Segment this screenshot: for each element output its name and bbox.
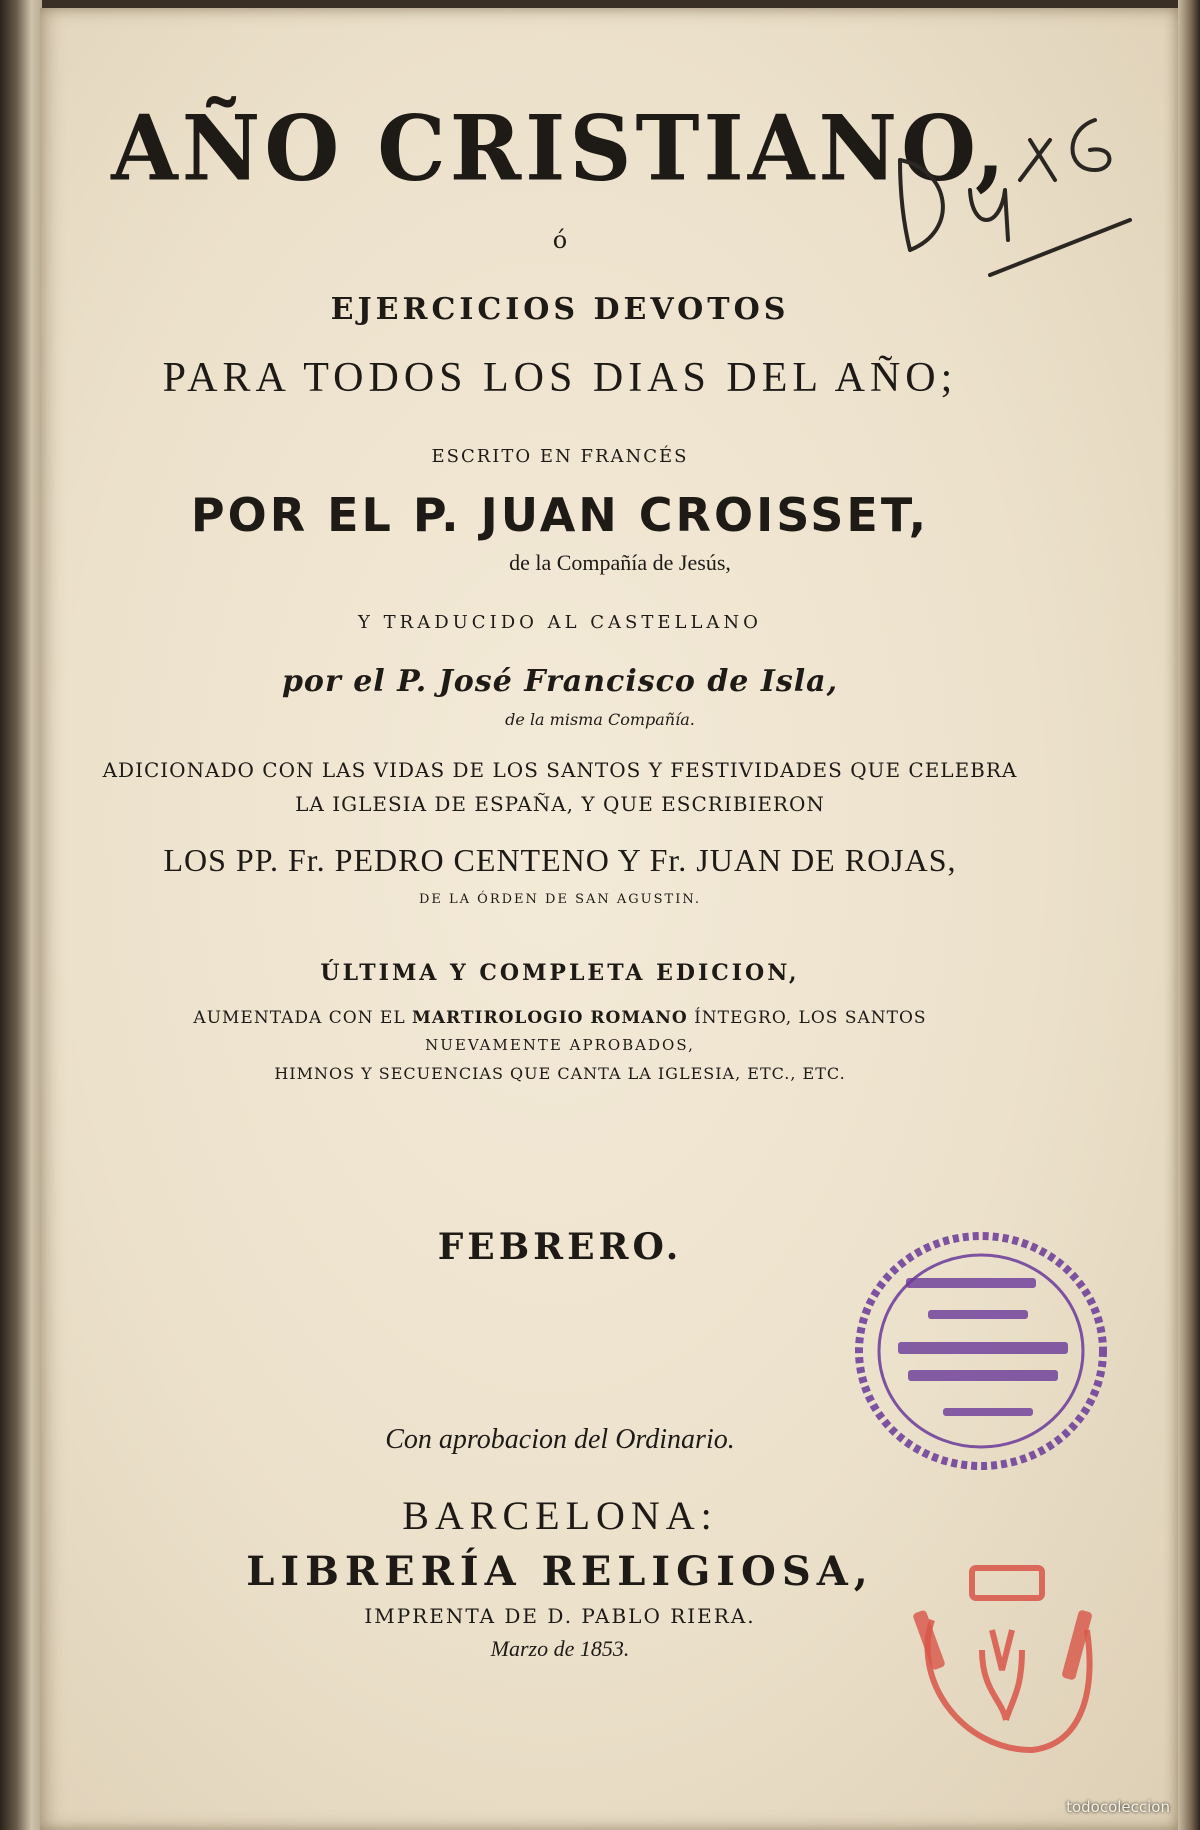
- translator-order: de la misma Compañía.: [505, 710, 695, 729]
- augmented-suffix: ÍNTEGRO, LOS SANTOS: [694, 1008, 927, 1028]
- approval-note: Con aprobacion del Ordinario.: [385, 1424, 735, 1455]
- additions-authors: LOS PP. Fr. PEDRO CENTENO Y Fr. JUAN DE ROJAS,: [163, 842, 957, 878]
- translation-note: Y TRADUCIDO AL CASTELLANO: [358, 612, 762, 633]
- additions-order: DE LA ÓRDEN DE SAN AGUSTIN.: [418, 892, 702, 907]
- title-conjunction: ó: [552, 226, 568, 254]
- subtitle-line-2: PARA TODOS LOS DIAS DEL AÑO;: [162, 355, 958, 401]
- book-spine: [0, 0, 42, 1830]
- printer-name: IMPRENTA DE D. PABLO RIERA.: [364, 1604, 756, 1628]
- additions-line-2: LA IGLESIA DE ESPAÑA, Y QUE ESCRIBIERON: [295, 792, 825, 816]
- page-edge: [1178, 0, 1200, 1830]
- book-title: AÑO CRISTIANO,: [111, 95, 1009, 202]
- additions-line-1: ADICIONADO CON LAS VIDAS DE LOS SANTOS Y FESTIVIDADES QUE CELEBRA: [102, 758, 1018, 782]
- written-in-note: ESCRITO EN FRANCÉS: [431, 446, 689, 467]
- translator-name: por el P. José Francisco de Isla,: [281, 664, 839, 699]
- augmented-line-1: [60, 1008, 1060, 1028]
- subtitle-line-1: EJERCICIOS DEVOTOS: [330, 292, 790, 327]
- augmented-line-3: HIMNOS Y SECUENCIAS QUE CANTA LA IGLESIA, ETC., ETC.: [274, 1064, 846, 1083]
- handwritten-mark-icon: [880, 80, 1140, 280]
- augmented-prefix: AUMENTADA CON EL: [193, 1008, 406, 1028]
- author-name: POR EL P. JUAN CROISSET,: [190, 488, 930, 542]
- edition-note: ÚLTIMA Y COMPLETA EDICION,: [320, 960, 800, 986]
- library-seal-icon: [902, 1560, 1102, 1760]
- publisher-name: LIBRERÍA RELIGIOSA,: [246, 1548, 874, 1595]
- month-title: FEBRERO.: [437, 1226, 683, 1268]
- watermark: todocoleccion: [1066, 1798, 1170, 1816]
- author-order: de la Compañía de Jesús,: [509, 550, 731, 575]
- publication-city: BARCELONA:: [402, 1493, 718, 1538]
- augmented-line-2: NUEVAMENTE APROBADOS,: [425, 1036, 695, 1054]
- publication-date: Marzo de 1853.: [490, 1636, 630, 1661]
- library-stamp-icon: [848, 1218, 1114, 1484]
- martirologio-title: MARTIROLOGIO ROMANO: [412, 1008, 688, 1028]
